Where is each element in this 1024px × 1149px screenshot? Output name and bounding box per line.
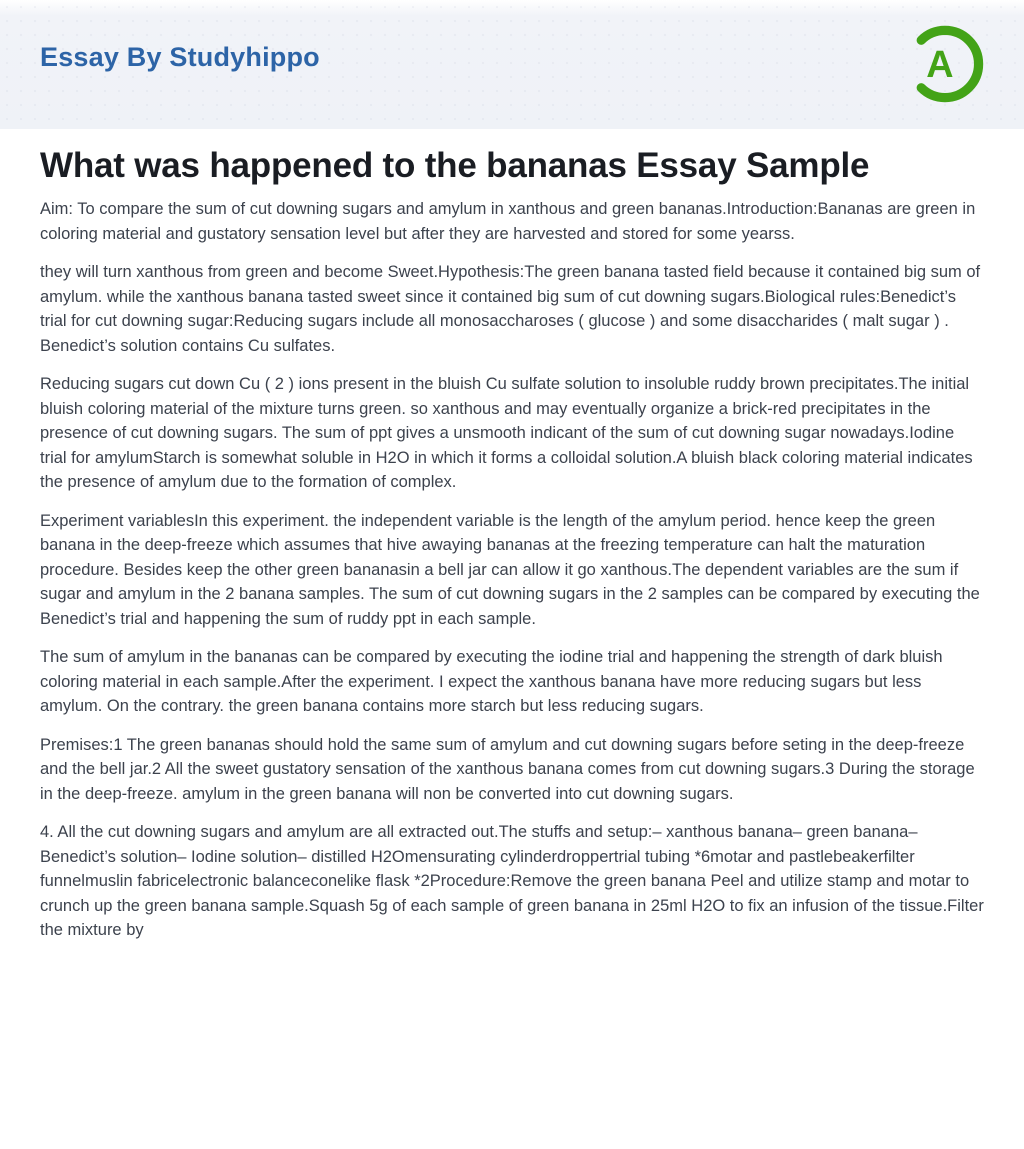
essay-paragraph: 4. All the cut downing sugars and amylum are all extracted out.The stuffs and setup:– xanthous banana– green banana– Benedict’s solution– Iodine solution– distilled H2Omensurating cylinderdroppertrial tubing *6motar and pastlebeakerfilter funnelmuslin fabricelectronic balanceconelike flask *2Procedure:Remove the green banana Peel and utilize stamp and motar to crunch up the green banana sample.Squash 5g of each sample of green banana in 25ml H2O to fix an infusion of the tissue.Filter the mixture by — [40, 823, 984, 939]
essay-content — [0, 146, 1024, 943]
logo-letter: A — [926, 44, 954, 87]
essay-body — [40, 197, 984, 943]
essay-paragraph: The sum of amylum in the bananas can be compared by executing the iodine trial and happening the strength of dark bluish coloring material in each sample.After the experiment. I expect the xanthous banana have more reducing sugars but less amylum. On the contrary. the green banana contains more starch but less reducing sugars. — [40, 648, 943, 715]
essay-paragraph: Premises:1 The green bananas should hold the same sum of amylum and cut downing sugars before seting in the deep-freeze and the bell jar.2 All the sweet gustatory sensation of the xanthous banana comes from cut downing sugars.3 During the storage in the deep-freeze. amylum in the green banana will non be converted into cut downing sugars. — [40, 735, 975, 803]
studyhippo-logo — [903, 22, 987, 106]
site-header — [0, 0, 1024, 129]
essay-paragraph: Aim: To compare the sum of cut downing sugars and amylum in xanthous and green bananas.Introduction:Bananas are green in coloring material and gustatory sensation level but after they are harvested and stored for some yearss. — [40, 200, 976, 243]
site-title: Essay By Studyhippo — [40, 42, 320, 72]
page-title: What was happened to the bananas Essay Sample — [40, 146, 870, 185]
essay-paragraph: Experiment variablesIn this experiment. the independent variable is the length of the amylum period. hence keep the green banana in the deep-freeze which assumes that hive awaying bananas at the freezing temperature can halt the maturation procedure. Besides keep the other green bananasin a bell jar can allow it go xanthous.The dependent variables are the sum if sugar and amylum in the 2 banana samples. The sum of cut downing sugars in the 2 samples can be compared by executing the Benedict’s trial and happening the sum of ruddy ppt in each sample. — [40, 511, 980, 628]
header-text-block — [40, 42, 320, 86]
essay-paragraph: they will turn xanthous from green and become Sweet.Hypothesis:The green banana tasted field because it contained big sum of amylum. while the xanthous banana tasted sweet since it contained big sum of cut downing sugars.Biological rules:Benedict’s trial for cut downing sugar:Reducing sugars include all monosaccharoses ( glucose ) and some disaccharides ( malt sugar ) . Benedict’s solution contains Cu sulfates. — [40, 263, 981, 355]
essay-paragraph: Reducing sugars cut down Cu ( 2 ) ions present in the bluish Cu sulfate solution to insoluble ruddy brown precipitates.The initial bluish coloring material of the mixture turns green. so xanthous and may eventually organize a brick-red precipitates in the presence of cut downing sugars. The sum of ppt gives a unsmooth indicant of the sum of cut downing sugar nowadays.Iodine trial for amylumStarch is somewhat soluble in H2O in which it forms a colloidal solution.A bluish black coloring material indicates the presence of amylum due to the formation of complex. — [40, 375, 973, 491]
